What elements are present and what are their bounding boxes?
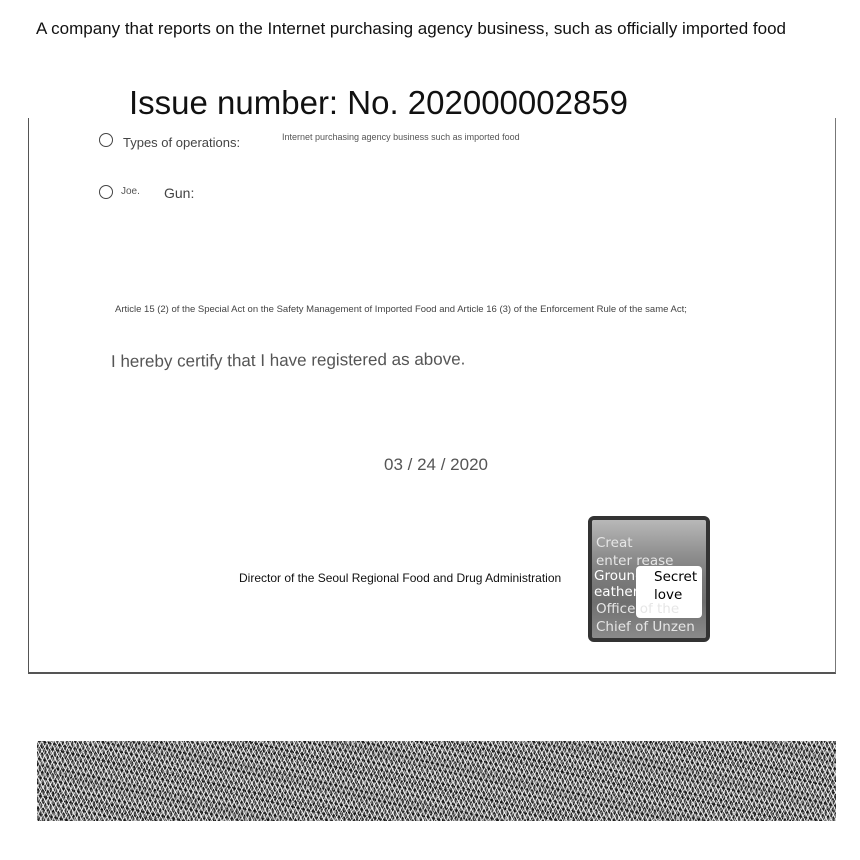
seal-inner-line: love — [654, 587, 683, 603]
seal-line: Chief of Unzen — [596, 619, 695, 635]
seal-line: Creat — [596, 535, 633, 551]
certification-statement: I hereby certify that I have registered as above. — [110, 349, 466, 371]
types-of-operations-label: Types of operations: — [123, 135, 241, 150]
document-heading: A company that reports on the Internet purchasing agency business, such as officially imported food — [36, 19, 787, 38]
issue-date: 03 / 24 / 2020 — [384, 455, 488, 474]
certificate-frame — [28, 118, 836, 674]
seal-line: Office of the — [596, 601, 680, 617]
joe-label: Joe. — [121, 186, 140, 197]
issue-number: Issue number: No. 202000002859 — [129, 84, 629, 121]
seal-line: Ground — [594, 568, 644, 584]
legal-basis-text: Article 15 (2) of the Special Act on the Safety Management of Imported Food and Article 16 (3) of the Enforcement Rule of the same Act; — [115, 304, 687, 315]
types-of-operations-radio[interactable] — [99, 133, 113, 147]
redacted-noise-strip — [37, 741, 836, 821]
seal-line: enter rease — [596, 553, 674, 569]
types-of-operations-value: Internet purchasing agency business such as imported food — [282, 132, 520, 142]
gun-label: Gun: — [164, 185, 195, 201]
seal-inner-line: Secret — [654, 569, 698, 585]
seal-line: eather — [594, 584, 639, 600]
issuer-title: Director of the Seoul Regional Food and Drug Administration — [239, 571, 562, 585]
official-seal — [588, 516, 710, 642]
joe-gun-radio[interactable] — [99, 185, 113, 199]
